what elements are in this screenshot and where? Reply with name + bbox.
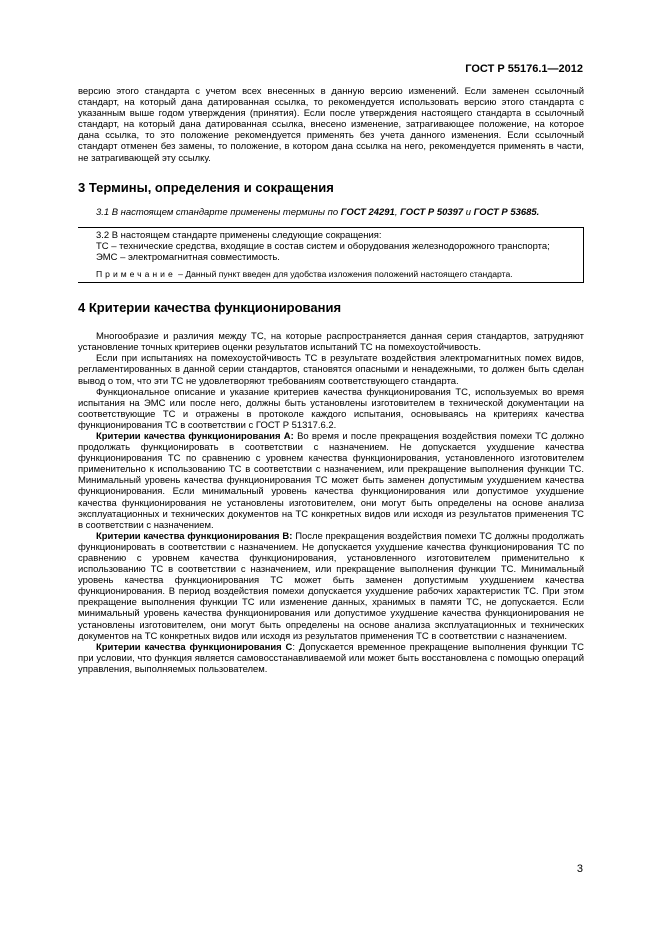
section-4-paragraph-3: Функциональное описание и указание критериев качества функционирования ТС, используемых во время испытания на ЭМС или после него, должны быть установлены изготовителем в технической документации на соответствующие ТС и отражены в протоколе каждого испытания, основываясь на критериях качества функционирования ТС в соответствии с ГОСТ Р 51317.6.2.: [78, 386, 584, 431]
ref-gost-24291: ГОСТ 24291: [340, 206, 395, 218]
criterion-b: [78, 531, 584, 642]
clause-3-1-text: 3.1 В настоящем стандарте применены термины по: [96, 206, 341, 218]
clause-3-2-intro: 3.2 В настоящем стандарте применены следующие сокращения:: [96, 229, 382, 241]
page-number: 3: [576, 863, 583, 875]
criterion-c-text: : Допускается временное прекращение выполнения функции ТС при условии, что функция является самовосстанавливаемой или может быть восстановлена с помощью операций управления, выполняемых пользователем.: [78, 641, 584, 675]
separator: ,: [394, 206, 401, 218]
intro-paragraph: версию этого стандарта с учетом всех внесенных в данную версию изменений. Если заменен ссылочный стандарт, на который дана датированная ссылка, то рекомендуется использовать версию этого стандарта с указанным выше годом утверждения (принятия). Если после утверждения настоящего стандарта в ссылочный стандарт, на который дана датированная ссылка, внесено изменение, затрагивающее положение, на которое дана ссылка, то это положение рекомендуется применять без учета данного изменения. Если ссылочный стандарт отменен без замены, то положение, в котором дана ссылка на него, рекомендуется применять в части, не затрагивающей эту ссылку.: [78, 86, 584, 164]
criterion-c: [78, 642, 584, 675]
ref-gost-r-50397: ГОСТ Р 50397: [400, 206, 464, 218]
criterion-c-label: Критерии качества функционирования С: [96, 641, 293, 653]
criterion-a: [78, 431, 584, 531]
clause-3-1: [78, 207, 584, 218]
note-label: Примечание: [96, 269, 176, 280]
note-text: – Данный пункт введен для удобства изложения положений настоящего стандарта.: [175, 269, 513, 280]
criterion-b-label: Критерии качества функционирования В:: [96, 530, 293, 542]
ref-gost-r-53685: ГОСТ Р 53685.: [473, 206, 540, 218]
clause-3-2-box: [78, 227, 584, 283]
abbr-ts: ТС – технические средства, входящие в состав систем и оборудования железнодорожного транспорта;: [96, 240, 550, 252]
document-id: ГОСТ Р 55176.1—2012: [465, 63, 583, 75]
section-3-heading: 3 Термины, определения и сокращения: [78, 179, 334, 195]
criterion-a-label: Критерии качества функционирования А:: [96, 430, 294, 442]
criterion-a-text: Во время и после прекращения воздействия помехи ТС должно продолжать функционировать в соответствии с назначением. Не допускается ухудшение качества функционирования ТС по сравнению с уровнем качества функционирования, установленного изготовителем применительно к использованию ТС в соответствии с назначением, или прекращение выполнения функции ТС. Минимальный уровень качества функционирования ТС может быть заменен допустимым ухудшением качества функционирования. Если минимальный уровень качества функционирования или допустимое ухудшение качества функционирования не установлены изготовителем, они могут быть определены на основе анализа эксплуатационных и технических документов на ТС конкретных видов или исходя из результатов применения ТС в соответствии с назначением.: [78, 430, 584, 531]
section-4-paragraph-2: Если при испытаниях на помехоустойчивость ТС в результате воздействия электромагнитных помех видов, регламентированных в данной серии стандартов, становятся опасными и ненадежными, то должен быть сделан вывод о том, что эти ТС не удовлетворяют требованиям соответствующего стандарта.: [78, 353, 584, 387]
separator: и: [463, 206, 474, 218]
note: [78, 269, 577, 280]
section-4-paragraph-1: Многообразие и различия между ТС, на которые распространяется данная серия стандартов, затрудняют установление точных критериев оценки результатов испытаний ТС на помехоустойчивость.: [78, 331, 584, 354]
abbr-ems: ЭМС – электромагнитная совместимость.: [96, 251, 280, 263]
section-4-heading: 4 Критерии качества функционирования: [78, 300, 342, 316]
page-content: [78, 86, 584, 675]
criterion-b-text: После прекращения воздействия помехи ТС должны продолжать функционировать в соответствии с назначением. Не допускается ухудшение качества функционирования ТС по сравнению с уровнем качества функционирования, установленного изготовителем применительно к использованию ТС в соответствии с назначением, или прекращение выполнения функции ТС. Минимальный уровень качества функционирования ТС может быть заменен допустимым ухудшением качества функционирования. В период воздействия помехи допускается ухудшение рабочих характеристик ТС. При этом прекращение выполнения функции ТС или изменение данных, хранимых в памяти ТС, не допускается. Если минимальный уровень качества функционирования или допустимое ухудшение качества функционирования не установлены изготовителем, они могут быть определены на основе анализа эксплуатационных и технических документов на ТС конкретных видов или исходя из результатов применения ТС в соответствии с назначением.: [78, 530, 584, 642]
